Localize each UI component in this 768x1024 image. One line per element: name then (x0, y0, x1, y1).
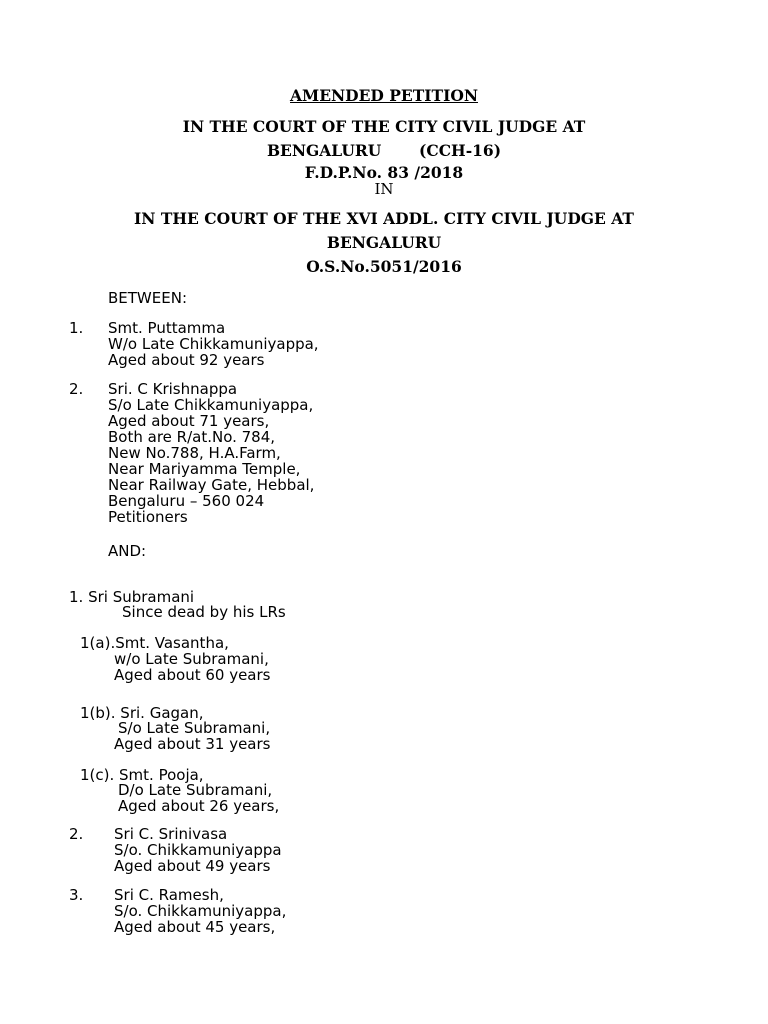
respondent-1-label: 1. Sri Subramani (69, 588, 195, 606)
respondent-2 (114, 826, 282, 874)
petitioner-1-number: 1. (69, 319, 84, 337)
petitioner-2-line: New No.788, H.A.Farm, (108, 444, 281, 462)
respondent-1c-line: D/o Late Subramani, (118, 781, 273, 799)
and-label: AND: (108, 542, 147, 560)
respondent-1b-line: S/o Late Subramani, (118, 719, 271, 737)
in-label: IN (374, 180, 394, 198)
petitioner-1 (108, 320, 319, 368)
respondent-2-line: S/o. Chikkamuniyappa (114, 841, 282, 859)
court-heading-1: IN THE COURT OF THE CITY CIVIL JUDGE AT (182, 117, 586, 136)
respondent-1b-line: Aged about 31 years (114, 735, 271, 753)
respondent-1-note: Since dead by his LRs (122, 603, 286, 621)
respondent-2-line: Aged about 49 years (114, 857, 271, 875)
respondent-1c-label: 1(c). Smt. Pooja, (80, 766, 204, 784)
petitioner-1-line: Aged about 92 years (108, 351, 265, 369)
respondent-1a-label: 1(a).Smt. Vasantha, (80, 634, 229, 652)
petitioner-2-line: Both are R/at.No. 784, (108, 428, 276, 446)
respondent-3-number: 3. (69, 886, 84, 904)
respondent-3-line: Sri C. Ramesh, (114, 886, 224, 904)
petitioner-2-line: Sri. C Krishnappa (108, 380, 238, 398)
respondent-3 (114, 887, 286, 935)
case-number-2: O.S.No.5051/2016 (306, 257, 462, 276)
respondent-1c (118, 782, 279, 814)
respondent-1a-line: Aged about 60 years (114, 666, 271, 684)
respondent-3-line: Aged about 45 years, (114, 918, 276, 936)
petitioner-1-line: W/o Late Chikkamuniyappa, (108, 335, 319, 353)
petitioner-2-number: 2. (69, 380, 84, 398)
petitioner-2 (108, 381, 314, 525)
respondent-1b-label: 1(b). Sri. Gagan, (80, 704, 204, 722)
case-number-1: F.D.P.No. 83 /2018 (304, 163, 464, 182)
petitioner-2-line: Near Mariyamma Temple, (108, 460, 301, 478)
court-place-1: BENGALURU (CCH-16) (266, 141, 502, 160)
respondent-3-line: S/o. Chikkamuniyappa, (114, 902, 287, 920)
respondent-1a (114, 651, 270, 683)
court-place-2: BENGALURU (326, 233, 442, 252)
petitioner-2-line: S/o Late Chikkamuniyappa, (108, 396, 314, 414)
respondent-1c-line: Aged about 26 years, (118, 797, 280, 815)
between-label: BETWEEN: (108, 289, 187, 307)
petitioner-2-line: Aged about 71 years, (108, 412, 270, 430)
respondent-2-number: 2. (69, 825, 84, 843)
respondent-1a-line: w/o Late Subramani, (114, 650, 269, 668)
petitioner-2-line: Bengaluru – 560 024 (108, 492, 265, 510)
respondent-2-line: Sri C. Srinivasa (114, 825, 228, 843)
court-heading-2: IN THE COURT OF THE XVI ADDL. CITY CIVIL JUDGE AT (134, 209, 634, 228)
petitioner-1-line: Smt. Puttamma (108, 319, 226, 337)
document-title: AMENDED PETITION (290, 86, 478, 105)
petitioner-2-line: Near Railway Gate, Hebbal, (108, 476, 315, 494)
petitioner-2-line: Petitioners (108, 508, 188, 526)
